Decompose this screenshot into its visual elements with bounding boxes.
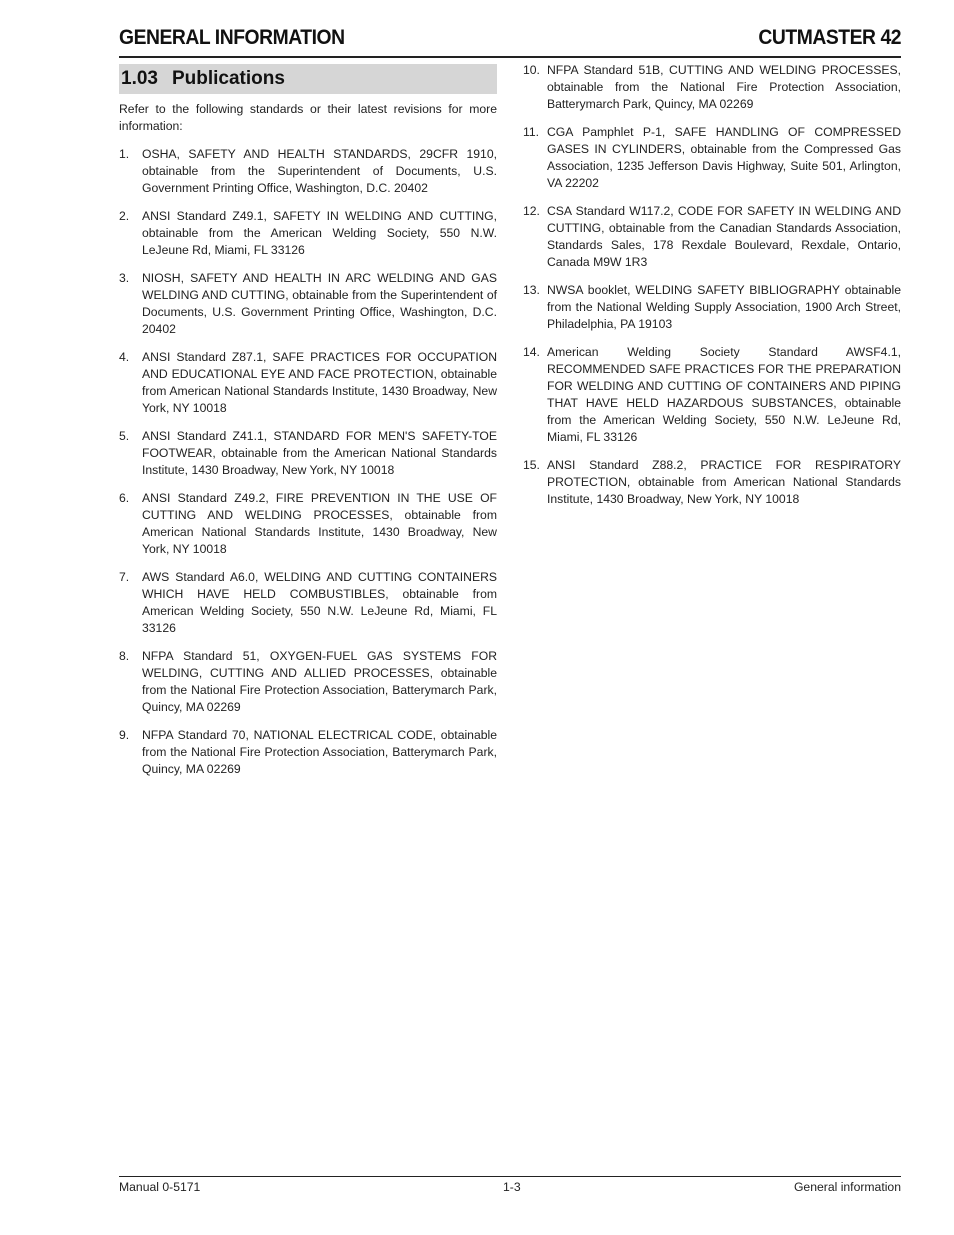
footer-section-name: General information	[793, 1180, 901, 1194]
item-text: CSA Standard W117.2, CODE FOR SAFETY IN WELDING AND CUTTING, obtainable from the Canadian Standards Association, Standards Sales, 178 Rexdale Boulevard, Rexdale, Ontario, Canada M9W 1R3	[547, 204, 901, 269]
list-item	[119, 349, 497, 417]
item-number: 6.	[119, 491, 130, 505]
item-number: 13.	[523, 283, 540, 297]
list-item	[119, 428, 497, 479]
item-text: American Welding Society Standard AWSF4.1, RECOMMENDED SAFE PRACTICES FOR THE PREPARATION FOR WELDING AND CUTTING OF CONTAINERS AND PIPING THAT HAVE HELD HAZARDOUS SUBSTANCES, obtainable from the American Welding Society, 550 N.W. LeJeune Rd, Miami, FL 33126	[547, 345, 901, 444]
left-column	[119, 64, 497, 789]
item-number: 8.	[119, 649, 130, 663]
item-number: 1.	[119, 147, 130, 161]
list-item	[523, 124, 901, 192]
header-section-title: GENERAL INFORMATION	[119, 26, 345, 49]
item-number: 14.	[523, 345, 540, 359]
list-item	[523, 203, 901, 271]
item-text: CGA Pamphlet P-1, SAFE HANDLING OF COMPRESSED GASES IN CYLINDERS, obtainable from the Compressed Gas Association, 1235 Jefferson Davis Highway, Suite 501, Arlington, VA 22202	[547, 125, 901, 190]
list-item	[523, 344, 901, 446]
list-item	[523, 62, 901, 113]
item-number: 15.	[523, 458, 540, 472]
item-text: ANSI Standard Z88.2, PRACTICE FOR RESPIRATORY PROTECTION, obtainable from American National Standards Institute, 1430 Broadway, New York, NY 10018	[547, 458, 901, 506]
item-number: 7.	[119, 570, 130, 584]
item-text: ANSI Standard Z41.1, STANDARD FOR MEN'S SAFETY-TOE FOOTWEAR, obtainable from the American National Standards Institute, 1430 Broadway, New York, NY 10018	[142, 429, 497, 477]
list-item	[523, 282, 901, 333]
section-number: 1.03	[121, 68, 158, 89]
list-item	[119, 648, 497, 716]
item-text: ANSI Standard Z49.2, FIRE PREVENTION IN THE USE OF CUTTING AND WELDING PROCESSES, obtainable from American National Standards Institute, 1430 Broadway, New York, NY 10018	[142, 491, 497, 556]
section-heading	[119, 64, 497, 94]
list-item	[119, 490, 497, 558]
list-item	[119, 146, 497, 197]
publication-list-left	[119, 146, 497, 778]
item-text: ANSI Standard Z87.1, SAFE PRACTICES FOR OCCUPATION AND EDUCATIONAL EYE AND FACE PROTECTION, obtainable from American National Standards Institute, 1430 Broadway, New York, NY 10018	[142, 350, 497, 415]
item-text: NFPA Standard 51, OXYGEN-FUEL GAS SYSTEMS FOR WELDING, CUTTING AND ALLIED PROCESSES, obtainable from the National Fire Protection Association, Batterymarch Park, Quincy, MA 02269	[142, 649, 497, 714]
list-item	[119, 569, 497, 637]
item-number: 10.	[523, 63, 540, 77]
publication-list-right	[523, 62, 901, 508]
page-footer	[119, 1176, 901, 1200]
list-item	[119, 208, 497, 259]
item-number: 3.	[119, 271, 130, 285]
item-text: NIOSH, SAFETY AND HEALTH IN ARC WELDING AND GAS WELDING AND CUTTING, obtainable from the Superintendent of Documents, U.S. Government Printing Office, Washington, D.C. 20402	[142, 271, 497, 336]
item-text: OSHA, SAFETY AND HEALTH STANDARDS, 29CFR 1910, obtainable from the Superintendent of Documents, U.S. Government Printing Office, Washington, D.C. 20402	[142, 147, 497, 195]
list-item	[119, 270, 497, 338]
list-item	[523, 457, 901, 508]
item-text: AWS Standard A6.0, WELDING AND CUTTING CONTAINERS WHICH HAVE HELD COMBUSTIBLES, obtainable from American Welding Society, 550 N.W. LeJeune Rd, Miami, FL 33126	[142, 570, 497, 635]
item-number: 4.	[119, 350, 130, 364]
list-item	[119, 727, 497, 778]
item-number: 9.	[119, 728, 130, 742]
item-text: NFPA Standard 51B, CUTTING AND WELDING PROCESSES, obtainable from the National Fire Protection Association, Batterymarch Park, Quincy, MA 02269	[547, 63, 901, 111]
item-text: NWSA booklet, WELDING SAFETY BIBLIOGRAPHY obtainable from the National Welding Supply Association, 1900 Arch Street, Philadelphia, PA 19103	[547, 283, 901, 331]
item-text: ANSI Standard Z49.1, SAFETY IN WELDING AND CUTTING, obtainable from the American Welding Society, 550 N.W. LeJeune Rd, Miami, FL 33126	[142, 209, 497, 257]
item-number: 11.	[523, 125, 540, 139]
item-number: 12.	[523, 204, 540, 218]
section-intro: Refer to the following standards or their latest revisions for more information:	[119, 102, 497, 133]
item-number: 5.	[119, 429, 130, 443]
item-number: 2.	[119, 209, 130, 223]
page-header	[119, 26, 901, 58]
page-number: 1-3	[503, 1180, 521, 1194]
manual-number: Manual 0-5171	[119, 1180, 201, 1194]
right-column	[523, 62, 901, 519]
item-text: NFPA Standard 70, NATIONAL ELECTRICAL CODE, obtainable from the National Fire Protection Association, Batterymarch Park, Quincy, MA 02269	[142, 728, 497, 776]
section-title: Publications	[171, 68, 285, 89]
header-product-name: CUTMASTER 42	[758, 26, 901, 49]
